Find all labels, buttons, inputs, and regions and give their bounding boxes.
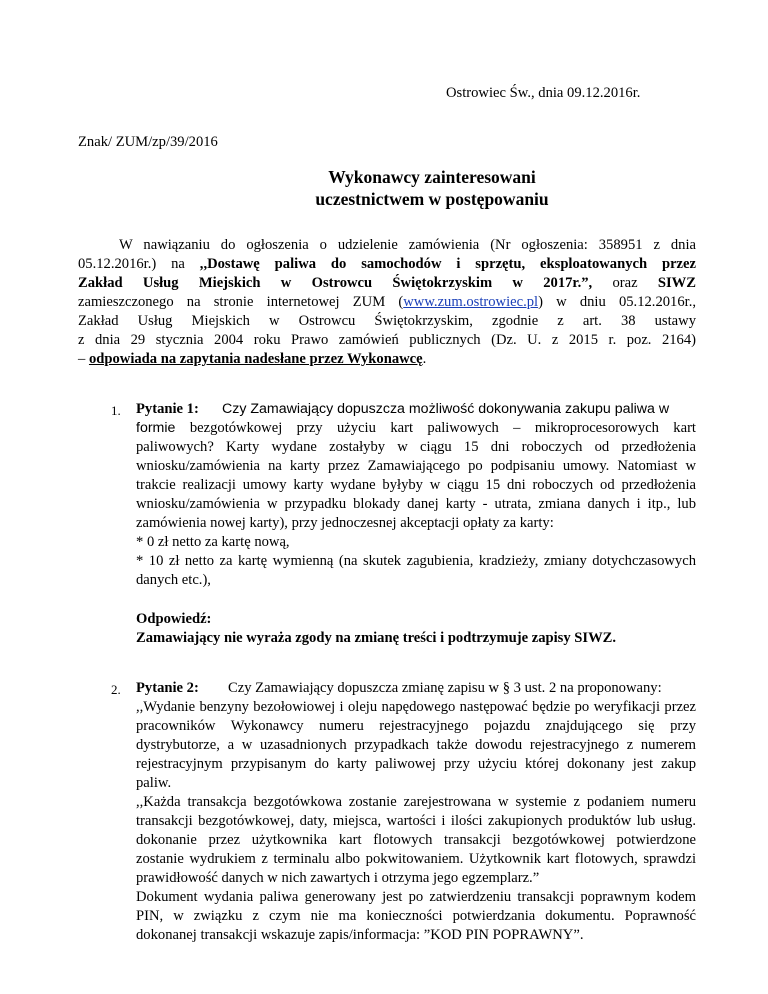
addressee-title-line2: uczestnictwem w postępowaniu	[315, 189, 549, 209]
question-2-line-11: prawidłowość danych w nich zawartych i otrzyma jego egzemplarz.”	[136, 870, 540, 886]
question-1-label: Pytanie 1:	[136, 401, 199, 417]
question-2-line-1: Pytanie 2: Czy Zamawiający dopuszcza zmianę zapisu w § 3 ust. 2 na proponowany:	[136, 680, 662, 696]
subject-title: ,,Dostawę paliwa do samochodów i sprzętu, eksploatowanych przez	[199, 256, 696, 272]
intro-line-7: – odpowiada na zapytania nadesłane przez Wykonawcę.	[78, 351, 427, 367]
question-2-line-7: ,,Każda transakcja bezgotówkowa zostanie zarejestrowana w systemie z podaniem numeru	[136, 794, 696, 810]
question-2-line-10: zostanie wydrukiem z terminalu albo pokwitowaniem. Użytkownik kart flotowych, sprawdzi	[136, 851, 696, 867]
question-2-line-9: dokonanie przez użytkownika kart flotowych transakcji bezgotówkowej potwierdzone	[136, 832, 696, 848]
question-2-number: 2.	[111, 682, 121, 697]
question-1-line-10: danych etc.),	[136, 572, 211, 588]
question-2-line-3: pracowników Wykonawcy numeru rejestracyjnego pojazdu znajdującego się przy	[136, 718, 696, 734]
question-2-line-2: ,,Wydanie benzyny bezołowiowej i oleju napędowego następować będzie po weryfikacji przez	[136, 699, 696, 715]
question-2-line-5: rejestracyjnym przypisanym do karty paliwowej przy użyciu której dokonany jest zakup	[136, 756, 696, 772]
answer-1-text: Zamawiający nie wyraża zgody na zmianę treści i podtrzymuje zapisy SIWZ.	[136, 630, 617, 646]
question-1-line-8: * 0 zł netto za kartę nową,	[136, 534, 290, 550]
question-1-line-4: wniosku/zamówienia na karty przez Zamawiającego po podpisaniu umowy. Natomiast w	[136, 458, 696, 474]
question-1-line-7: zamówienia nowej karty), przy jednoczesnej akceptacji opłaty za karty:	[136, 515, 554, 531]
question-1-line-5: trakcie realizacji umowy karty wydane byłyby w ciągu 15 dni roboczych od przedłożenia	[136, 477, 696, 493]
question-2-line-14: dokonanej transakcji wskazuje zapis/informacja: ”KOD PIN POPRAWNY”.	[136, 927, 584, 943]
intro-line-1: W nawiązaniu do ogłoszenia o udzielenie zamówienia (Nr ogłoszenia: 358951 z dnia	[119, 237, 696, 253]
intro-line-4: zamieszczonego na stronie internetowej ZUM (www.zum.ostrowiec.pl) w dniu 05.12.2016r.,	[78, 294, 696, 310]
addressee-title-line1: Wykonawcy zainteresowani	[328, 167, 536, 187]
question-1-line-9: * 10 zł netto za kartę wymienną (na skutek zagubienia, kradzieży, zmiany dotychczasowych	[136, 553, 696, 569]
intro-line-2: 05.12.2016r.) na ,,Dostawę paliwa do samochodów i sprzętu, eksploatowanych przez	[78, 256, 696, 272]
question-2-line-4: dystrybutorze, a w uzasadnionych przypadkach także dowodu rejestracyjnego z numerem	[136, 737, 696, 753]
intro-line-6: z dnia 29 stycznia 2004 roku Prawo zamówień publicznych (Dz. U. z 2015 r. poz. 2164)	[78, 332, 696, 348]
intro-line-3: Zakład Usług Miejskich w Ostrowcu Świętokrzyskim w 2017r.”, oraz SIWZ	[78, 275, 697, 291]
question-2-line-12: Dokument wydania paliwa generowany jest po zatwierdzeniu transakcji poprawnym kodem	[136, 889, 696, 905]
question-1-line-6: wniosku/zamówienia w przypadku blokady danej karty - utrata, zmiana danych i itp., lub	[136, 496, 696, 512]
reference-number: Znak/ ZUM/zp/39/2016	[78, 134, 218, 150]
response-statement: odpowiada na zapytania nadesłane przez Wykonawcę	[88, 351, 423, 367]
answer-1-label: Odpowiedź:	[136, 611, 212, 627]
question-2-line-13: PIN, w związku z czym nie ma konieczności potwierdzania dokumentu. Poprawność	[136, 908, 696, 924]
intro-line-5: Zakład Usług Miejskich w Ostrowcu Świętokrzyskim, zgodnie z art. 38 ustawy	[78, 313, 696, 329]
question-2-line-8: transakcji bezgotówkowej, daty, miejsca, wartości i ilości zakupionych produktów lub usług.	[136, 813, 696, 829]
question-1-line-3: paliwowych? Karty wydane zostałyby w ciągu 15 dni roboczych od przedłożenia	[136, 439, 696, 455]
question-2-label: Pytanie 2:	[136, 680, 199, 696]
question-1-line-2: formie bezgotówkowej przy użyciu kart paliwowych – mikroprocesorowych kart	[136, 420, 696, 436]
website-link[interactable]: www.zum.ostrowiec.pl	[403, 294, 539, 310]
question-1-number: 1.	[111, 403, 121, 418]
place-date: Ostrowiec Św., dnia 09.12.2016r.	[446, 85, 641, 101]
question-2-line-6: paliw.	[136, 775, 172, 791]
question-1-line-1: Pytanie 1: Czy Zamawiający dopuszcza możliwość dokonywania zakupu paliwa w	[136, 401, 670, 417]
